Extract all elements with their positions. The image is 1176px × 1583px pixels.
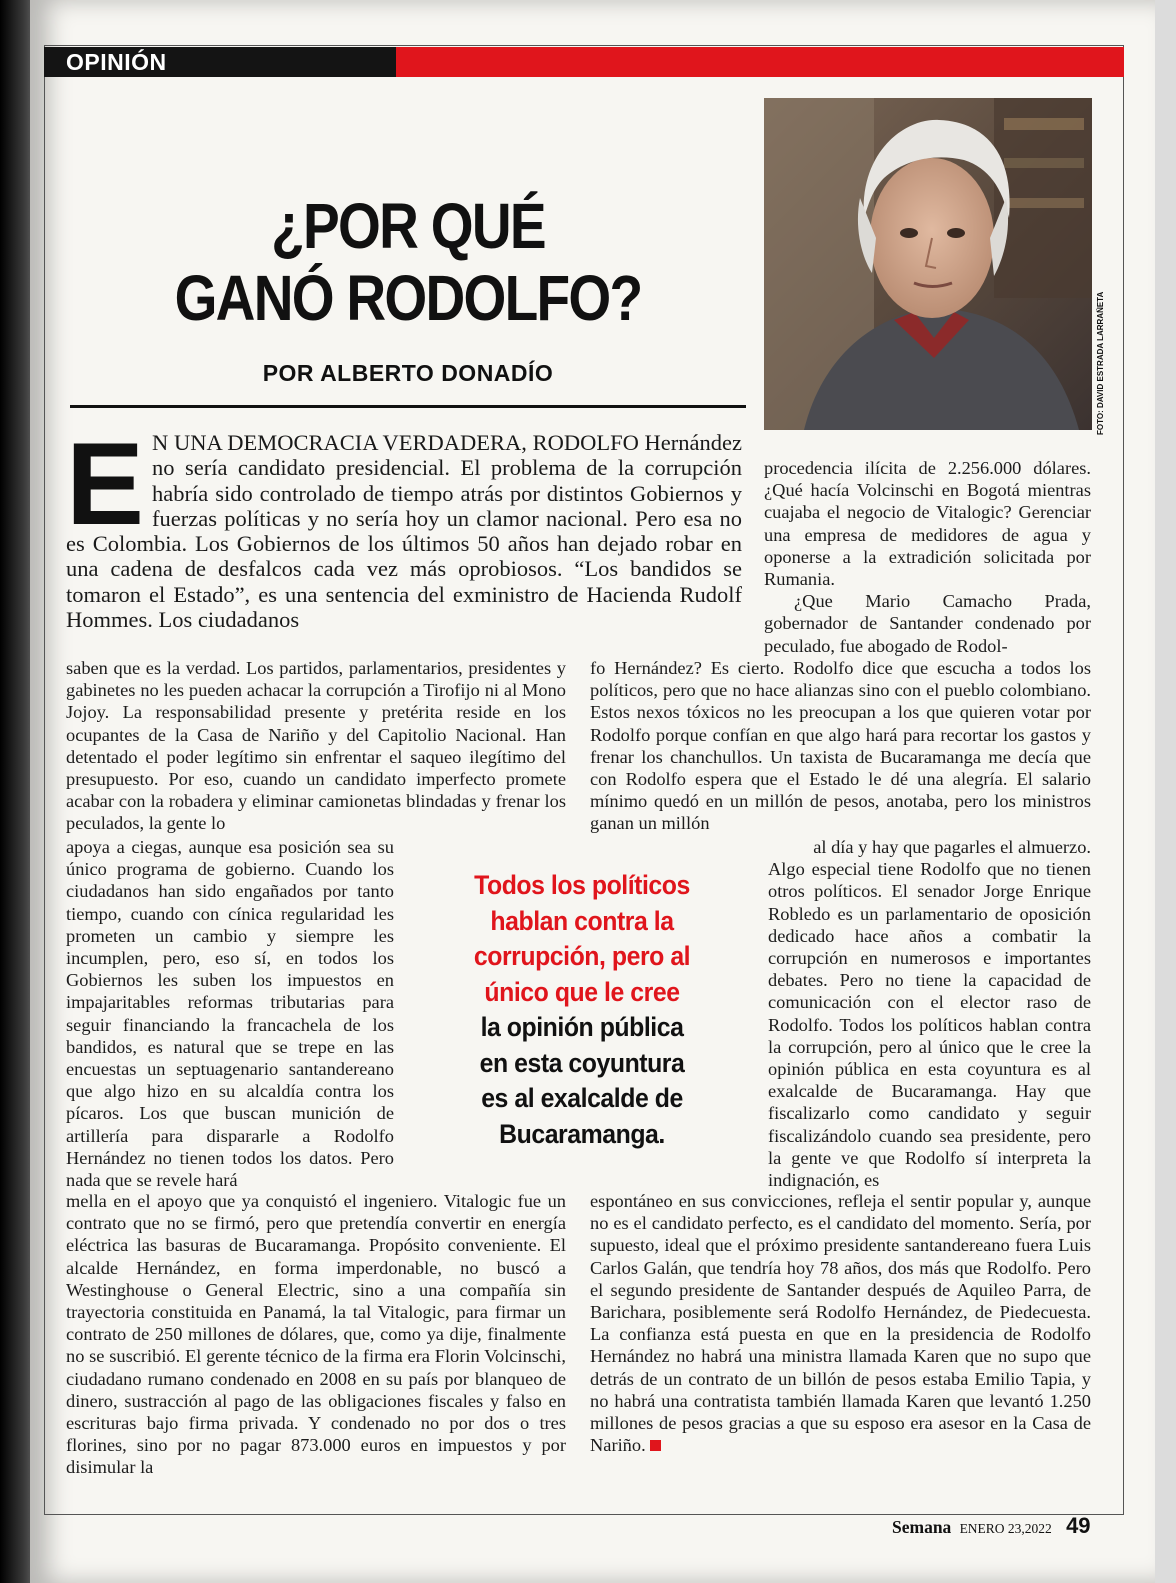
left-column-text-1: saben que es la verdad. Los partidos, parlamentarios, presidentes y gabinetes no les pueden achacar la corrupción a Tirofijo ni al Mono Jojoy. La responsabilidad presente y pretérita reside en los ocupantes de la Casa de Nariño y del Capitolio Nacional. Han detentado el poder legítimo sin enfrentar el saqueo ilegítimo del presupuesto. Por eso, cuando un candidato imperfecto promete acabar con la robadera y eliminar camionetas blindadas y frenar los peculados, la gente lo — [66, 658, 566, 834]
left-column-text-2: apoya a ciegas, aunque esa posición sea su único programa de gobierno. Cuando los ciudadanos han sido engañados por tanto tiempo, cuando con cínica regularidad les prometen un cambio y siempre les incumplen, pero, eso sí, en todos los Gobiernos les suben los impuestos en impajaritables reformas tributarias para seguir financiando la francachela de los bandidos, es natural que se trepe en las encuestas un septuagenario santandereano que algo hizo en su alcaldía contra los pícaros. Los que buscan munición de artillería para dispararle a Rodolfo Hernández no tienen todos los datos. Pero nada que se revele hará — [66, 837, 394, 1191]
photo-credit: FOTO: DAVID ESTRADA LARRAÑETA — [1096, 291, 1105, 435]
left-column-block-2 — [66, 836, 394, 1191]
pull-quote-red-line: hablan contra la — [490, 905, 674, 936]
headline-line-1: ¿POR QUÉ — [271, 190, 545, 262]
pull-quote-black-line: en esta coyuntura — [479, 1047, 685, 1078]
pull-quote-black-line: es al exalcalde de — [481, 1083, 683, 1113]
right-column-block-3 — [768, 836, 1091, 1191]
author-photo — [764, 98, 1092, 430]
right-column-block-1 — [764, 457, 1091, 657]
drop-cap: E — [66, 418, 145, 549]
pull-quote-red-line: corrupción, pero al — [473, 941, 691, 971]
right-column-text-3: fo Hernández? Es cierto. Rodolfo dice que escucha a todos los políticos, pero que no hace alianzas sino con el pueblo colombiano. Estos nexos tóxicos no les preocupan a los que quieren votar por Rodolfo porque confían en que algo hará para recortar los gastos y frenar los chanchullos. Un taxista de Bucaramanga me decía que con Rodolfo espera que el Estado le dé una alegría. El salario mínimo quedó en un millón de pesos, anotaba, pero los ministros ganan un millón — [590, 658, 1091, 834]
page-edge — [1155, 0, 1176, 1583]
headline-line-2: GANÓ RODOLFO? — [174, 262, 642, 334]
right-column-text-4: al día y hay que pagarles el almuerzo. — [813, 837, 1091, 857]
right-column-text-5: Algo especial tiene Rodolfo que no tienen otros políticos. El senador Jorge Enrique Robledo es un parlamentario de oposición dedicado hace años a combatir la corrupción en numerosos e importantes debates. Pero no tiene la capacidad de comunicación con el elector raso de Rodolfo. Todos los políticos hablan contra la corrupción, pero al único que le cree la opinión pública en esta coyuntura es al exalcalde de Bucaramanga. Hay que fiscalizarlo como candidato y seguir fiscalizándolo cuando sea presidente, pero la gente ve que Rodolfo sí interpreta la indignación, es — [768, 859, 1091, 1191]
end-mark-icon — [650, 1440, 661, 1451]
section-label: OPINIÓN — [66, 49, 167, 75]
left-column-block-3 — [66, 1190, 566, 1479]
magazine-name: Semana — [892, 1517, 952, 1537]
section-banner-red — [396, 47, 1124, 77]
issue-date: ENERO 23,2022 — [959, 1521, 1052, 1536]
right-column-block-2 — [590, 657, 1091, 835]
lead-text: N UNA DEMOCRACIA VERDADERA, RODOLFO Hernández no sería candidato presidencial. El problema de la corrupción habría sido controlado de tiempo atrás por distintos Gobiernos y fuerzas políticas y no sería hoy un clamor nacional. Pero esa no es Colombia. Los Gobiernos de los últimos 50 años han dejado robar en una cadena de desfalcos cada vez más oprobiosos. “Los bandidos se tomaron el Estado”, es una sentencia del exministro de Hacienda Rudolf Hommes. Los ciudadanos — [66, 430, 742, 633]
byline: POR ALBERTO DONADÍO — [262, 360, 554, 386]
right-column-text-2: ¿Que Mario Camacho Prada, gobernador de Santander condenado por peculado, fue abogado de Rodol- — [764, 591, 1091, 656]
page-number: 49 — [1066, 1513, 1091, 1538]
left-column-block-1 — [66, 657, 566, 835]
right-column-text-6-body: espontáneo en sus convicciones, refleja el sentir popular y, aunque no es el candidato perfecto, es el candidato del momento. Sería, por supuesto, ideal que el próximo presidente santandereano fuera Luis Carlos Galán, que tendría hoy 78 años, dos más que Rodolfo. Pero el segundo presidente de Santander después de Aquileo Parra, de Barichara, posiblemente será Rodolfo Hernández, de Piedecuesta. La confianza está puesta en que en la presidencia de Rodolfo Hernández no habrá una ministra llamada Karen que no supo que detrás de un contrato de un billón de pesos estaba Emilio Tapia, y no habrá una contratista también llamada Karen que levantó 1.250 millones de pesos gracias a que su esposo era asesor en la Casa de Nariño. — [590, 1191, 1091, 1456]
right-column-text-6 — [590, 1190, 1091, 1456]
page-footer — [892, 1513, 1091, 1539]
lead-paragraph — [66, 418, 742, 633]
headline — [117, 190, 698, 334]
pull-quote-red-line: único que le cree — [484, 976, 680, 1007]
pull-quote-black-line: Bucaramanga. — [499, 1118, 665, 1149]
pull-quote — [462, 868, 701, 1152]
right-column-text-1: procedencia ilícita de 2.256.000 dólares. ¿Qué hacía Volcinschi en Bogotá mientras cuajaba el negocio de Vitalogic? Gerenciar una empresa de medidores de agua y oponerse a la extradición solicitada por Rumania. — [764, 458, 1091, 590]
left-column-text-3: mella en el apoyo que ya conquistó el ingeniero. Vitalogic fue un contrato que no se firmó, pero que pretendía convertir en energía eléctrica las basuras de Bucaramanga. Propósito conveniente. El alcalde Hernández, en forma imperdonable, no buscó a Westinghouse o General Electric, sino a una compañía sin trayectoria constituida en Panamá, la tal Vitalogic, para firmar un contrato de 250 millones de dólares, que, como ya dije, finalmente no se suscribió. El gerente técnico de la firma era Florin Volcinschi, ciudadano rumano condenado en 2008 en su país por blanqueo de dinero, sustracción al pago de las obligaciones fiscales y falso en escrituras bajo firma privada. Y condenado no por dos o tres florines, sino por no pagar 873.000 euros en impuestos y por disimular la — [66, 1191, 566, 1478]
right-column-block-4 — [590, 1190, 1091, 1456]
headline-rule — [70, 405, 746, 408]
pull-quote-black-line: la opinión pública — [480, 1012, 684, 1042]
author-portrait-image — [764, 98, 1092, 430]
pull-quote-red-line: Todos los políticos — [474, 870, 690, 900]
